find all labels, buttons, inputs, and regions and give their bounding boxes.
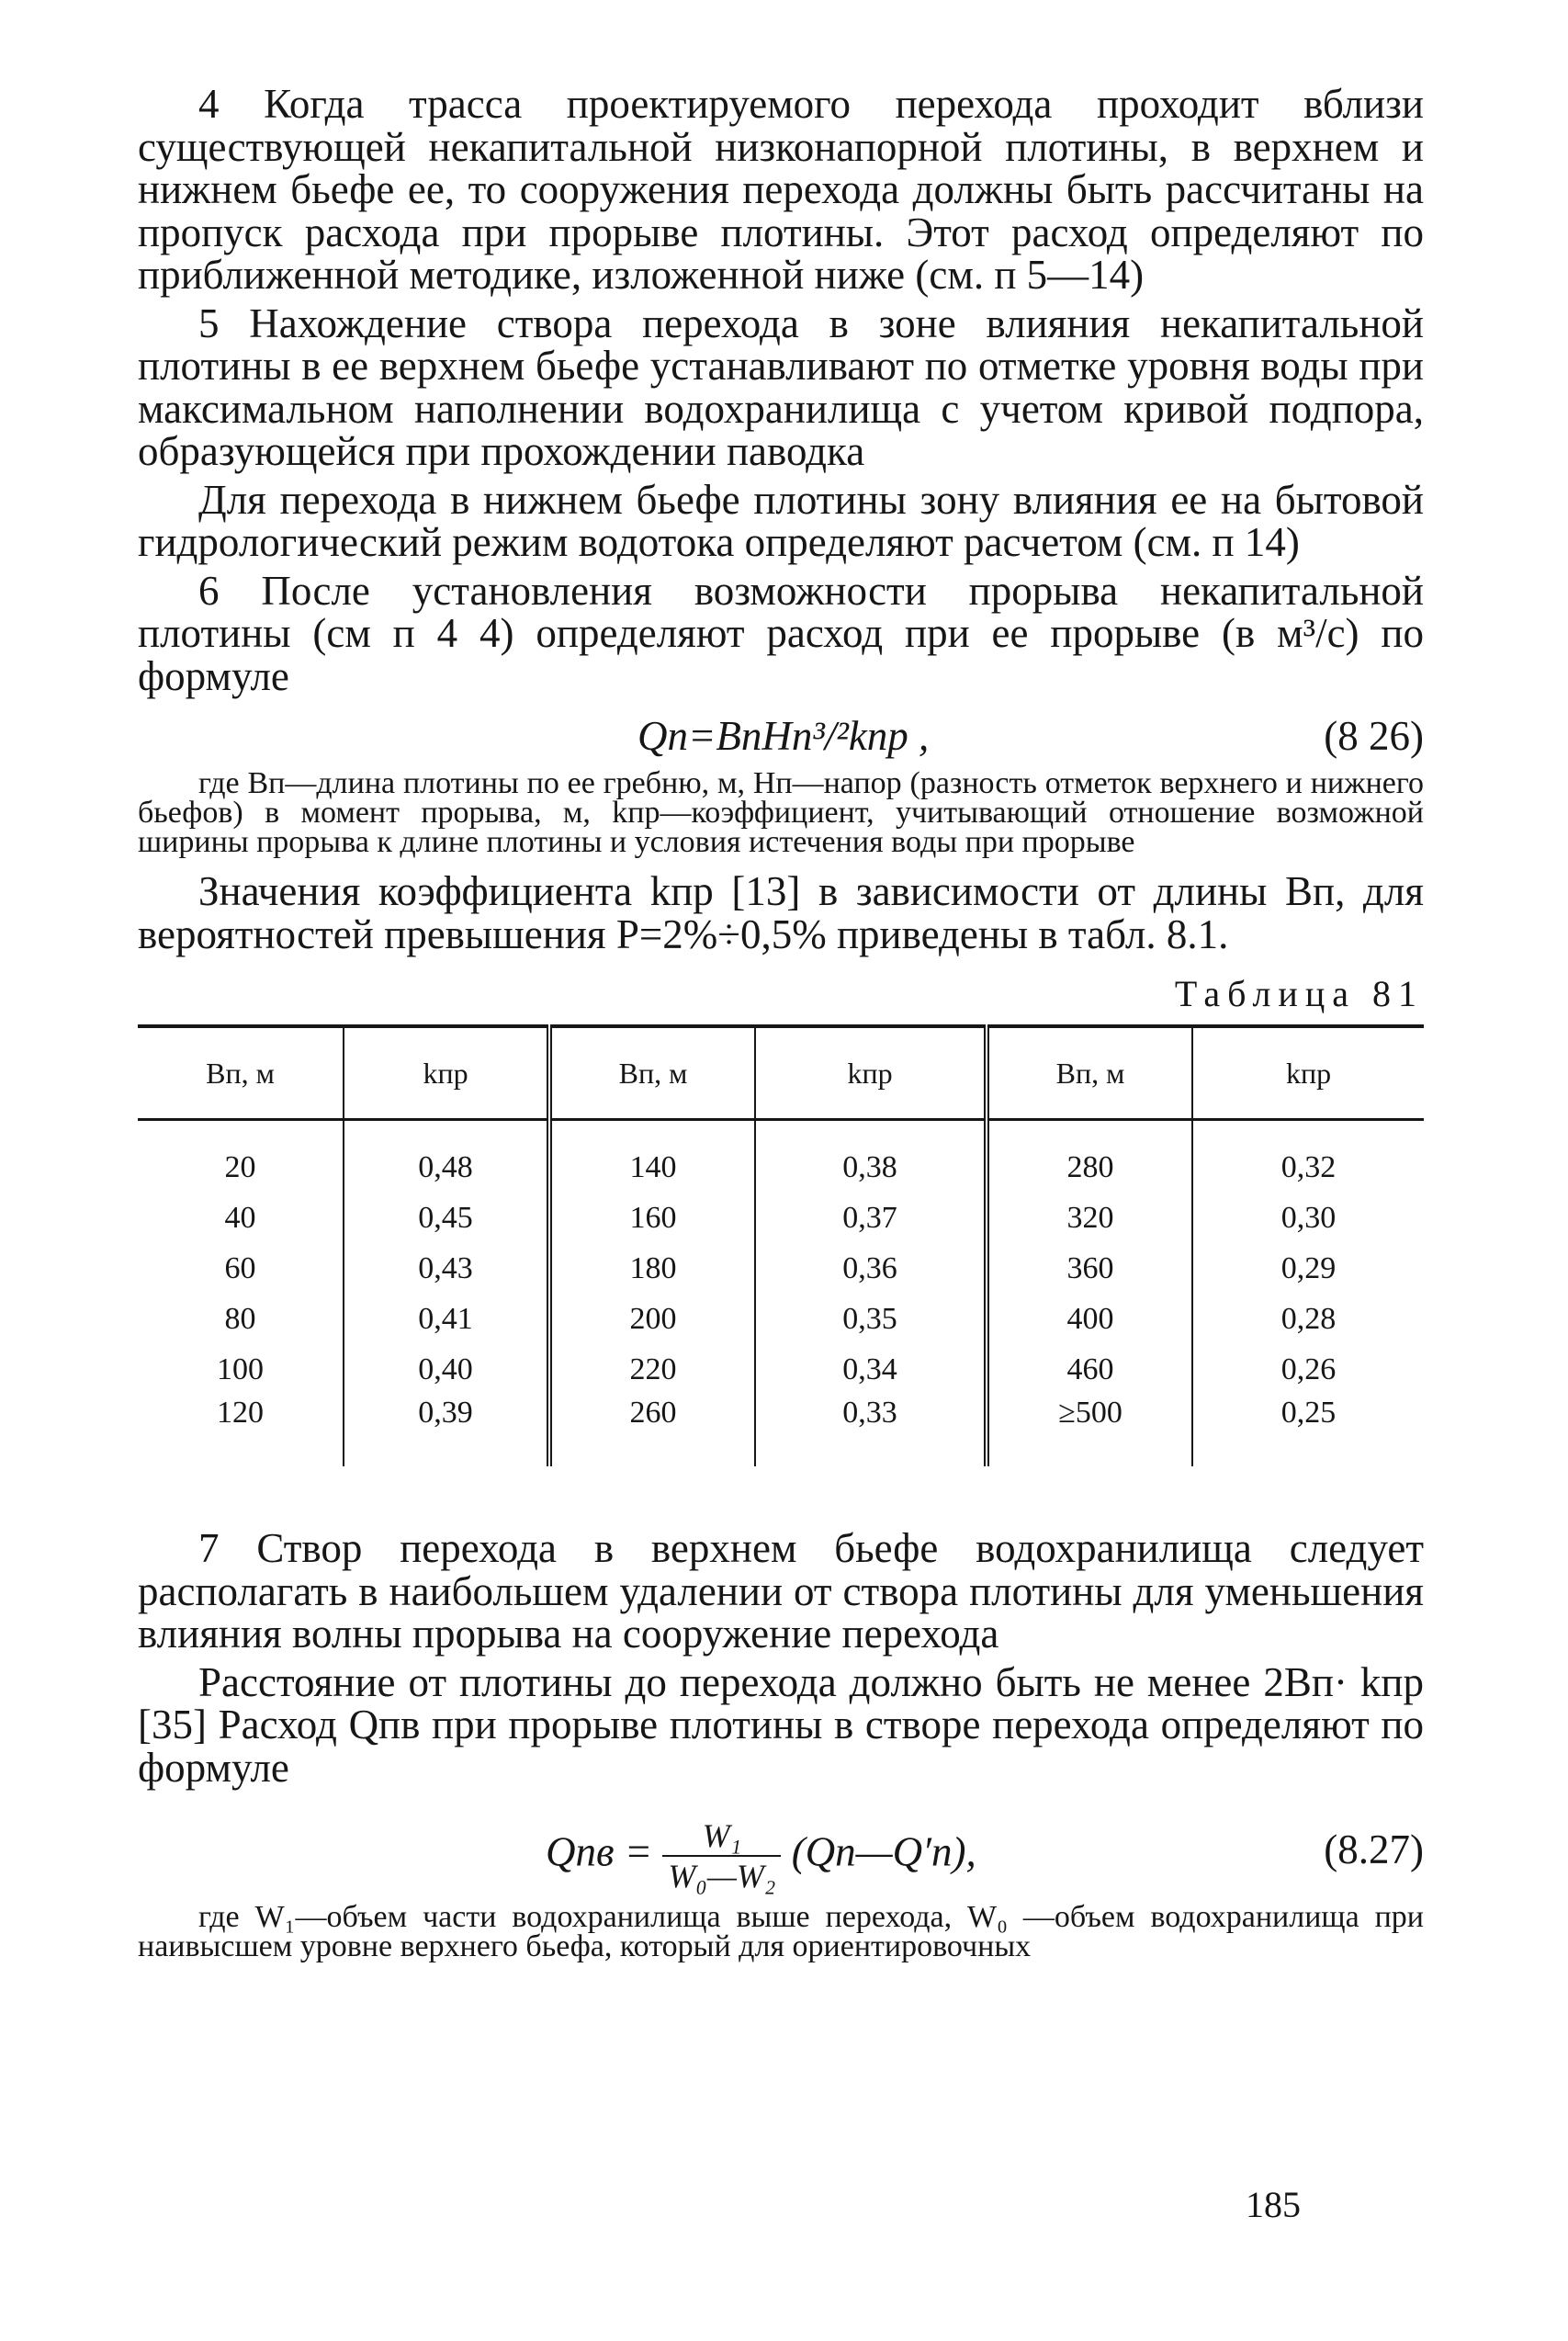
table-row — [138, 1294, 1424, 1344]
table-header-cell: Bп, м — [138, 1026, 344, 1120]
table-cell: 280 — [987, 1120, 1192, 1193]
formula-8-27-denominator: W₀—W₂ — [668, 1858, 776, 1894]
table-header-cell: kпр — [344, 1026, 549, 1120]
table-cell: 0,35 — [755, 1294, 987, 1344]
table-cell: 60 — [138, 1243, 344, 1294]
paragraph-values: Значения коэффициента kпр [13] в зависимости от длины Bп, для вероятностей превышения P=2%÷0,5% приведены в табл. 8.1. — [138, 868, 1424, 957]
formula-8-27-numerator: W₁ — [662, 1816, 781, 1857]
table-cell: 100 — [138, 1344, 344, 1395]
table-cell: ≥500 — [987, 1395, 1192, 1466]
table-cell: 80 — [138, 1294, 344, 1344]
table-cell: 0,29 — [1280, 1250, 1337, 1285]
table-cell: 0,37 — [755, 1193, 987, 1243]
table-caption: Таблица 81 — [1174, 973, 1424, 1014]
table-header-cell: Bп, м — [549, 1026, 755, 1120]
table-cell: 0,28 — [1280, 1301, 1337, 1336]
table-row — [138, 1344, 1424, 1395]
table-row — [138, 1193, 1424, 1243]
table-header-cell: kпр — [755, 1026, 987, 1120]
table-cell: 40 — [138, 1193, 344, 1243]
table-row — [138, 1243, 1424, 1294]
formula-8-27-expression — [546, 1816, 976, 1895]
table-cell: 0,25 — [1280, 1396, 1337, 1430]
table-cell: 0,33 — [755, 1395, 987, 1466]
table-row — [138, 1120, 1424, 1193]
table-cell: 0,34 — [755, 1344, 987, 1395]
table-cell: 140 — [549, 1120, 755, 1193]
table-header-cell: Bп, м — [987, 1026, 1192, 1120]
table-cell: 20 — [138, 1120, 344, 1193]
table-cell: 0,30 — [1280, 1200, 1337, 1235]
table-row — [138, 1395, 1424, 1466]
formula-8-27-fraction — [662, 1816, 781, 1895]
table-cell: 0,36 — [755, 1243, 987, 1294]
table-8-1 — [138, 1024, 1424, 1466]
table-cell: 400 — [987, 1294, 1192, 1344]
formula-8-26-expression: Qп=BпHп³/²kпр , — [637, 713, 930, 759]
table-cell: 0,38 — [755, 1120, 987, 1193]
table-cell: 220 — [549, 1344, 755, 1395]
table-cell: 260 — [549, 1395, 755, 1466]
table-cell: 0,26 — [1280, 1351, 1337, 1386]
paragraph-6: 6 После установления возможности прорыва некапитальной плотины (см п 4 4) определяют расход при ее прорыве (в м³/с) по формуле — [138, 567, 1424, 699]
formula-8-27-right: (Qп—Q′п), — [791, 1828, 976, 1875]
paragraph-7: 7 Створ перехода в верхнем бьефе водохранилища следует располагать в наибольшем удалении от створа плотины для уменьшения влияния волны прорыва на сооружение перехода — [138, 1525, 1424, 1657]
page-number: 185 — [1246, 2184, 1301, 2225]
formula-8-26 — [138, 708, 1424, 763]
table-cell: 120 — [138, 1395, 344, 1466]
table-cell: 360 — [987, 1243, 1192, 1294]
formula-8-27-legend: где W₁—объем части водохранилища выше перехода, W₀ —объем водохранилища при наивысшем уровне верхнего бьефа, который для ориентировочных — [138, 1900, 1424, 1963]
table-cell: 0,43 — [344, 1243, 549, 1294]
page-content — [138, 83, 1424, 1962]
table-header-cell: kпр — [1192, 1026, 1424, 1120]
table-cell: 160 — [549, 1193, 755, 1243]
formula-8-27-left: Qпв = — [546, 1828, 653, 1875]
formula-8-26-legend: где Bп—длина плотины по ее гребню, м, Hп—напор (разность отметок верхнего и нижнего бьефов) в момент прорыва, м, kпр—коэффициент, учитывающий отношение возможной ширины прорыва к длине плотины и условия истечения воды при прорыве — [138, 766, 1424, 859]
table-cell: 180 — [549, 1243, 755, 1294]
paragraph-5b: Для перехода в нижнем бьефе плотины зону влияния ее на бытовой гидрологический режим водотока определяют расчетом (см. п 14) — [138, 476, 1424, 565]
table-cell: 0,39 — [344, 1395, 549, 1466]
table-cell: 0,45 — [344, 1193, 549, 1243]
table-cell: 0,40 — [344, 1344, 549, 1395]
table-cell: 460 — [987, 1344, 1192, 1395]
paragraph-5: 5 Нахождение створа перехода в зоне влияния некапитальной плотины в ее верхнем бьефе устанавливают по отметке уровня воды при максимальном наполнении водохранилища с учетом кривой подпора, образующейся при прохождении паводка — [138, 300, 1424, 474]
paragraph-4: 4 Когда трасса проектируемого перехода проходит вблизи существующей некапитальной низконапорной плотины, в верхнем и нижнем бьефе ее, то сооружения перехода должны быть рассчитаны на пропуск расхода при прорыве плотины. Этот расход определяют по приближенной методике, изложенной ниже (см. п 5—14) — [138, 81, 1424, 298]
table-cell: 0,41 — [344, 1294, 549, 1344]
formula-8-26-number: (8 26) — [1324, 713, 1424, 759]
table-cell: 200 — [549, 1294, 755, 1344]
formula-8-27 — [138, 1804, 1424, 1895]
paragraph-7b: Расстояние от плотины до перехода должно быть не менее 2Bп· kпр [35] Расход Qпв при прорыве плотины в створе перехода определяют по формуле — [138, 1658, 1424, 1791]
formula-8-27-number: (8.27) — [1324, 1826, 1424, 1872]
table-cell: 0,32 — [1280, 1149, 1337, 1184]
table-cell: 320 — [987, 1193, 1192, 1243]
table-cell: 0,48 — [344, 1120, 549, 1193]
